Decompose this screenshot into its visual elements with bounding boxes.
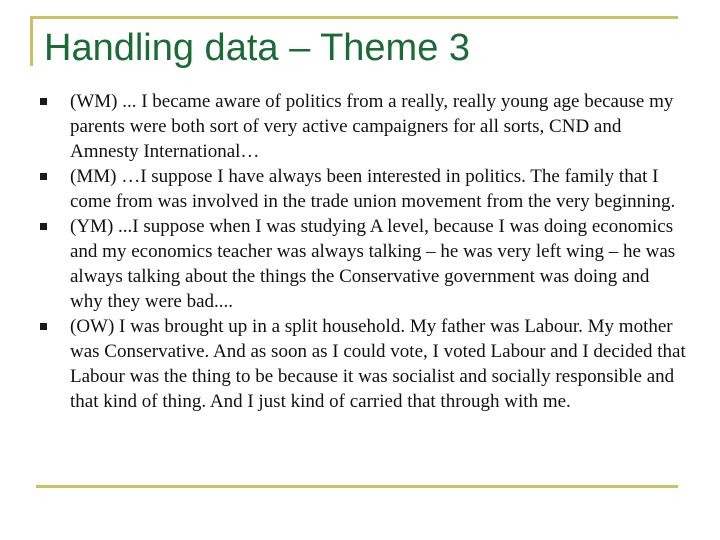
bullet-list: [36, 89, 686, 414]
bullet-item: [36, 89, 686, 164]
square-bullet-icon: [40, 98, 47, 105]
bullet-text: (MM) …I suppose I have always been interested in politics. The family that I come from was involved in the trade union movement from the very beginning.: [70, 166, 676, 212]
left-border-line: [30, 16, 33, 66]
square-bullet-icon: [40, 223, 47, 230]
slide-title: Handling data – Theme 3: [44, 27, 471, 69]
bullet-item: [36, 314, 686, 414]
square-bullet-icon: [40, 173, 47, 180]
bottom-border-line: [36, 485, 678, 488]
bullet-text: (YM) ...I suppose when I was studying A level, because I was doing economics and my economics teacher was always talking – he was very left wing – he was always talking about the things the Conservative government was doing and why they were bad....: [70, 216, 676, 312]
bullet-text: (WM) ... I became aware of politics from a really, really young age because my parents were both sort of very active campaigners for all sorts, CND and Amnesty International…: [70, 91, 674, 162]
bullet-text: (OW) I was brought up in a split household. My father was Labour. My mother was Conservative. And as soon as I could vote, I voted Labour and I decided that Labour was the thing to be because it was socialist and socially responsible and that kind of thing. And I just kind of carried that through with me.: [70, 316, 686, 412]
bullet-item: [36, 214, 686, 314]
top-border-line: [30, 16, 678, 19]
bullet-item: [36, 164, 686, 214]
square-bullet-icon: [40, 323, 47, 330]
